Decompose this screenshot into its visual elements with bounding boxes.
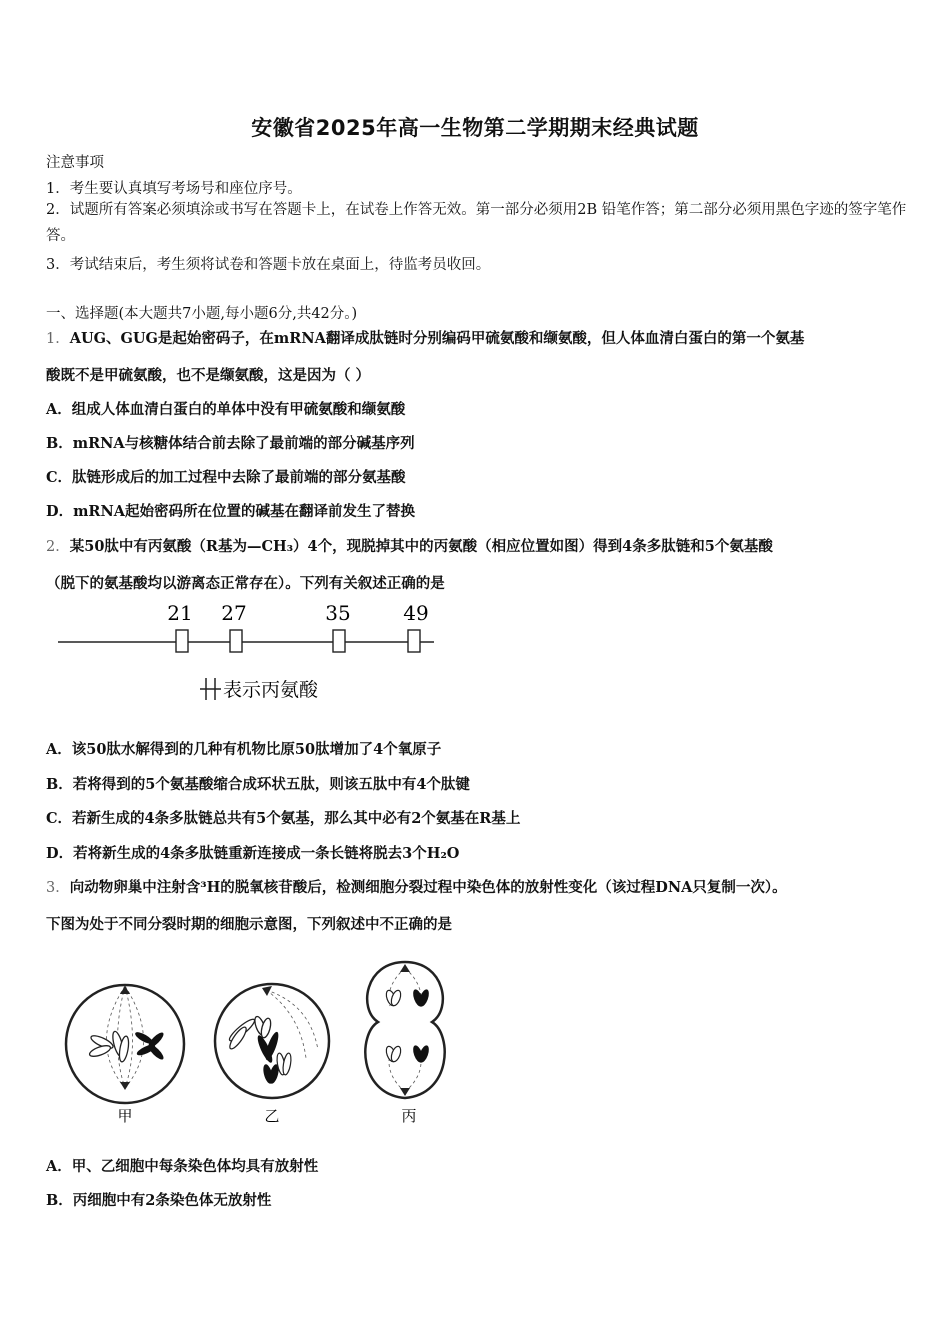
q3-stem-line2: 下图为处于不同分裂时期的细胞示意图，下列叙述中不正确的是 (46, 916, 452, 933)
q2-option-a: A．该50肽水解得到的几种有机物比原50肽增加了4个氧原子 (46, 741, 442, 758)
alanine-marker-35 (325, 601, 350, 652)
peptide-diagram (56, 596, 446, 712)
alanine-marker-21 (167, 601, 192, 652)
q2-number: 2． (46, 539, 70, 555)
notice-item-2: 2．试题所有答案必须填涂或书写在答题卡上，在试卷上作答无效。第一部分必须用2B 铅笔作答；第二部分必须用黑色字迹的签字笔作答。 (46, 202, 907, 244)
notice-item-3: 3．考试结束后，考生须将试卷和答题卡放在桌面上，待监考员收回。 (46, 257, 491, 273)
alanine-marker-27 (221, 601, 246, 652)
q2-stem-line2: （脱下的氨基酸均以游离态正常存在）。下列有关叙述正确的是 (46, 575, 445, 592)
notice-item-1: 1．考生要认真填写考场号和座位序号。 (46, 181, 302, 197)
cell-yi (215, 984, 329, 1125)
label-bing: 丙 (401, 1107, 417, 1125)
legend (200, 678, 319, 701)
q2-option-d: D．若将新生成的4条多肽链重新连接成一条长链将脱去3个H₂O (46, 845, 460, 862)
q3-option-b: B．丙细胞中有2条染色体无放射性 (46, 1192, 272, 1209)
page-title: 安徽省2025年高一生物第二学期期末经典试题 (251, 116, 699, 140)
position-label-49: 49 (403, 601, 429, 625)
q2-stem-text-a: 某50肽中有丙氨酸（R基为—CH₃）4个，现脱掉其中的丙氨酸（相应位置如图）得到4条多肽链和5个氨基酸 (69, 538, 773, 555)
q3-stem-line1 (46, 876, 787, 897)
q3-stem-text-a: 向动物卵巢中注射含³H的脱氧核苷酸后，检测细胞分裂过程中染色体的放射性变化（该过程DNA只复制一次）。 (69, 879, 787, 896)
q1-option-a: A．组成人体血清白蛋白的单体中没有甲硫氨酸和缬氨酸 (46, 401, 406, 418)
alanine-marker-49 (403, 601, 428, 652)
label-jia: 甲 (117, 1107, 133, 1125)
cell-division-figure (60, 954, 470, 1130)
position-label-35: 35 (325, 601, 351, 625)
q1-stem-line1 (46, 327, 804, 348)
position-label-27: 27 (221, 601, 247, 625)
q2-option-c: C．若新生成的4条多肽链总共有5个氨基，那么其中必有2个氨基在R基上 (46, 810, 521, 827)
section-heading: 一、选择题(本大题共7小题,每小题6分,共42分。) (46, 306, 358, 322)
legend-label: 表示丙氨酸 (223, 679, 319, 701)
q1-stem-text-a: AUG、GUG是起始密码子，在mRNA翻译成肽链时分别编码甲硫氨酸和缬氨酸，但人体血清白蛋白的第一个氨基 (69, 330, 805, 347)
label-yi: 乙 (264, 1107, 280, 1125)
q1-stem-line2: 酸既不是甲硫氨酸，也不是缬氨酸，这是因为（ ） (46, 367, 371, 384)
q1-option-c: C．肽链形成后的加工过程中去除了最前端的部分氨基酸 (46, 469, 406, 486)
q1-option-b: B．mRNA与核糖体结合前去除了最前端的部分碱基序列 (46, 435, 415, 452)
q1-option-d: D．mRNA起始密码所在位置的碱基在翻译前发生了替换 (46, 503, 415, 520)
cell-bing (365, 962, 444, 1125)
q2-option-b: B．若将得到的5个氨基酸缩合成环状五肽，则该五肽中有4个肽键 (46, 776, 470, 793)
q3-number: 3． (46, 880, 70, 896)
q1-number: 1． (46, 331, 70, 347)
q2-stem-line1 (46, 535, 773, 556)
position-label-21: 21 (167, 601, 193, 625)
notice-heading: 注意事项 (46, 155, 104, 171)
q3-option-a: A．甲、乙细胞中每条染色体均具有放射性 (46, 1158, 319, 1175)
cell-jia (66, 985, 184, 1125)
